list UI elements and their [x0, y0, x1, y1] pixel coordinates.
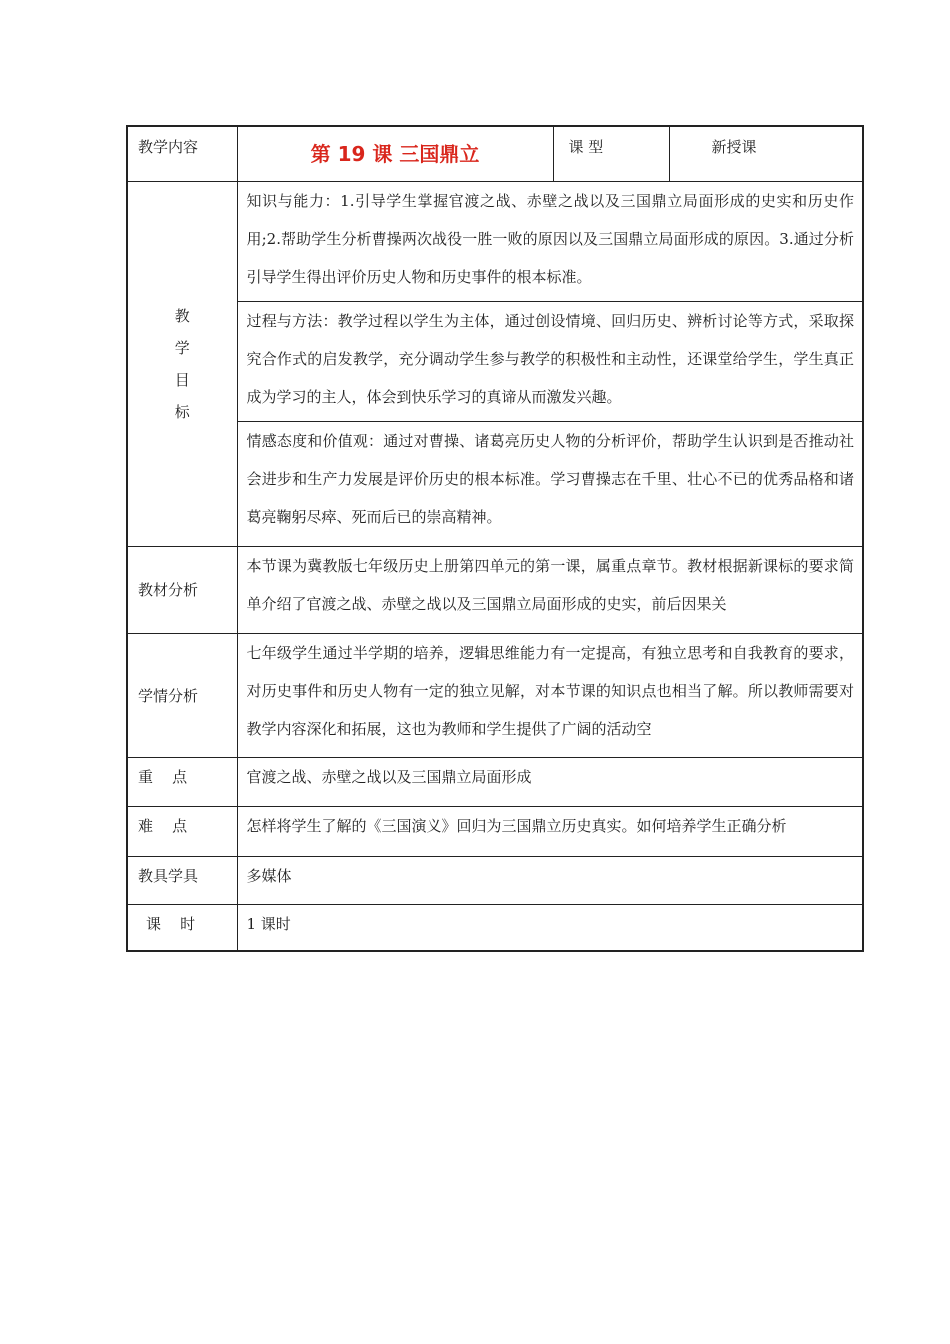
type-label: 课 型	[553, 126, 669, 182]
objectives-label-char: 标	[174, 403, 190, 421]
lesson-title: 第 19 课 三国鼎立	[237, 126, 553, 182]
hours-text: 1 课时	[237, 905, 863, 951]
objective-knowledge-row	[127, 182, 863, 302]
objective-knowledge: 知识与能力：1.引导学生掌握官渡之战、赤壁之战以及三国鼎立局面形成的史实和历史作用;2.帮助学生分析曹操两次战役一胜一败的原因以及三国鼎立局面形成的原因。3.通过分析引导学生得出评价历史人物和历史事件的根本标准。	[237, 182, 863, 302]
objectives-label	[127, 182, 237, 547]
tools-row	[127, 857, 863, 905]
students-text: 七年级学生通过半学期的培养，逻辑思维能力有一定提高，有独立思考和自我教育的要求，对历史事件和历史人物有一定的独立见解，对本节课的知识点也相当了解。所以教师需要对教学内容深化和拓展，这也为教师和学生提供了广阔的活动空	[246, 644, 854, 738]
hours-row	[127, 905, 863, 951]
objectives-label-char: 目	[174, 371, 190, 389]
objective-values-row	[127, 422, 863, 547]
textbook-row	[127, 547, 863, 634]
type-value: 新授课	[669, 126, 863, 182]
students-label: 学情分析	[127, 634, 237, 758]
objective-values: 情感态度和价值观：通过对曹操、诸葛亮历史人物的分析评价，帮助学生认识到是否推动社会进步和生产力发展是评价历史的根本标准。学习曹操志在千里、壮心不已的优秀品格和诸葛亮鞠躬尽瘁、死而后已的崇高精神。	[237, 422, 863, 547]
hours-label: 课 时	[127, 905, 237, 951]
tools-text: 多媒体	[237, 857, 863, 905]
textbook-text: 本节课为冀教版七年级历史上册第四单元的第一课，属重点章节。教材根据新课标的要求简单介绍了官渡之战、赤壁之战以及三国鼎立局面形成的史实，前后因果关	[246, 557, 854, 613]
objectives-label-char: 学	[174, 339, 190, 357]
difficulties-cell	[237, 807, 863, 857]
objectives-label-char: 教	[174, 307, 190, 325]
difficulties-text: 怎样将学生了解的《三国演义》回归为三国鼎立历史真实。如何培养学生正确分析	[246, 817, 787, 835]
difficulties-row	[127, 807, 863, 857]
key-points-text: 官渡之战、赤壁之战以及三国鼎立局面形成	[237, 758, 863, 807]
tools-label: 教具学具	[127, 857, 237, 905]
key-points-row	[127, 758, 863, 807]
textbook-label: 教材分析	[127, 547, 237, 634]
lesson-plan-table	[126, 125, 864, 952]
key-points-label: 重 点	[127, 758, 237, 807]
textbook-analysis	[237, 547, 863, 634]
content-label: 教学内容	[127, 126, 237, 182]
objective-process: 过程与方法：教学过程以学生为主体，通过创设情境、回归历史、辨析讨论等方式，采取探究合作式的启发教学，充分调动学生参与教学的积极性和主动性，还课堂给学生，学生真正成为学习的主人，体会到快乐学习的真谛从而激发兴趣。	[237, 302, 863, 422]
difficulties-label: 难 点	[127, 807, 237, 857]
students-row	[127, 634, 863, 758]
objective-process-row	[127, 302, 863, 422]
students-analysis	[237, 634, 863, 758]
header-row	[127, 126, 863, 182]
